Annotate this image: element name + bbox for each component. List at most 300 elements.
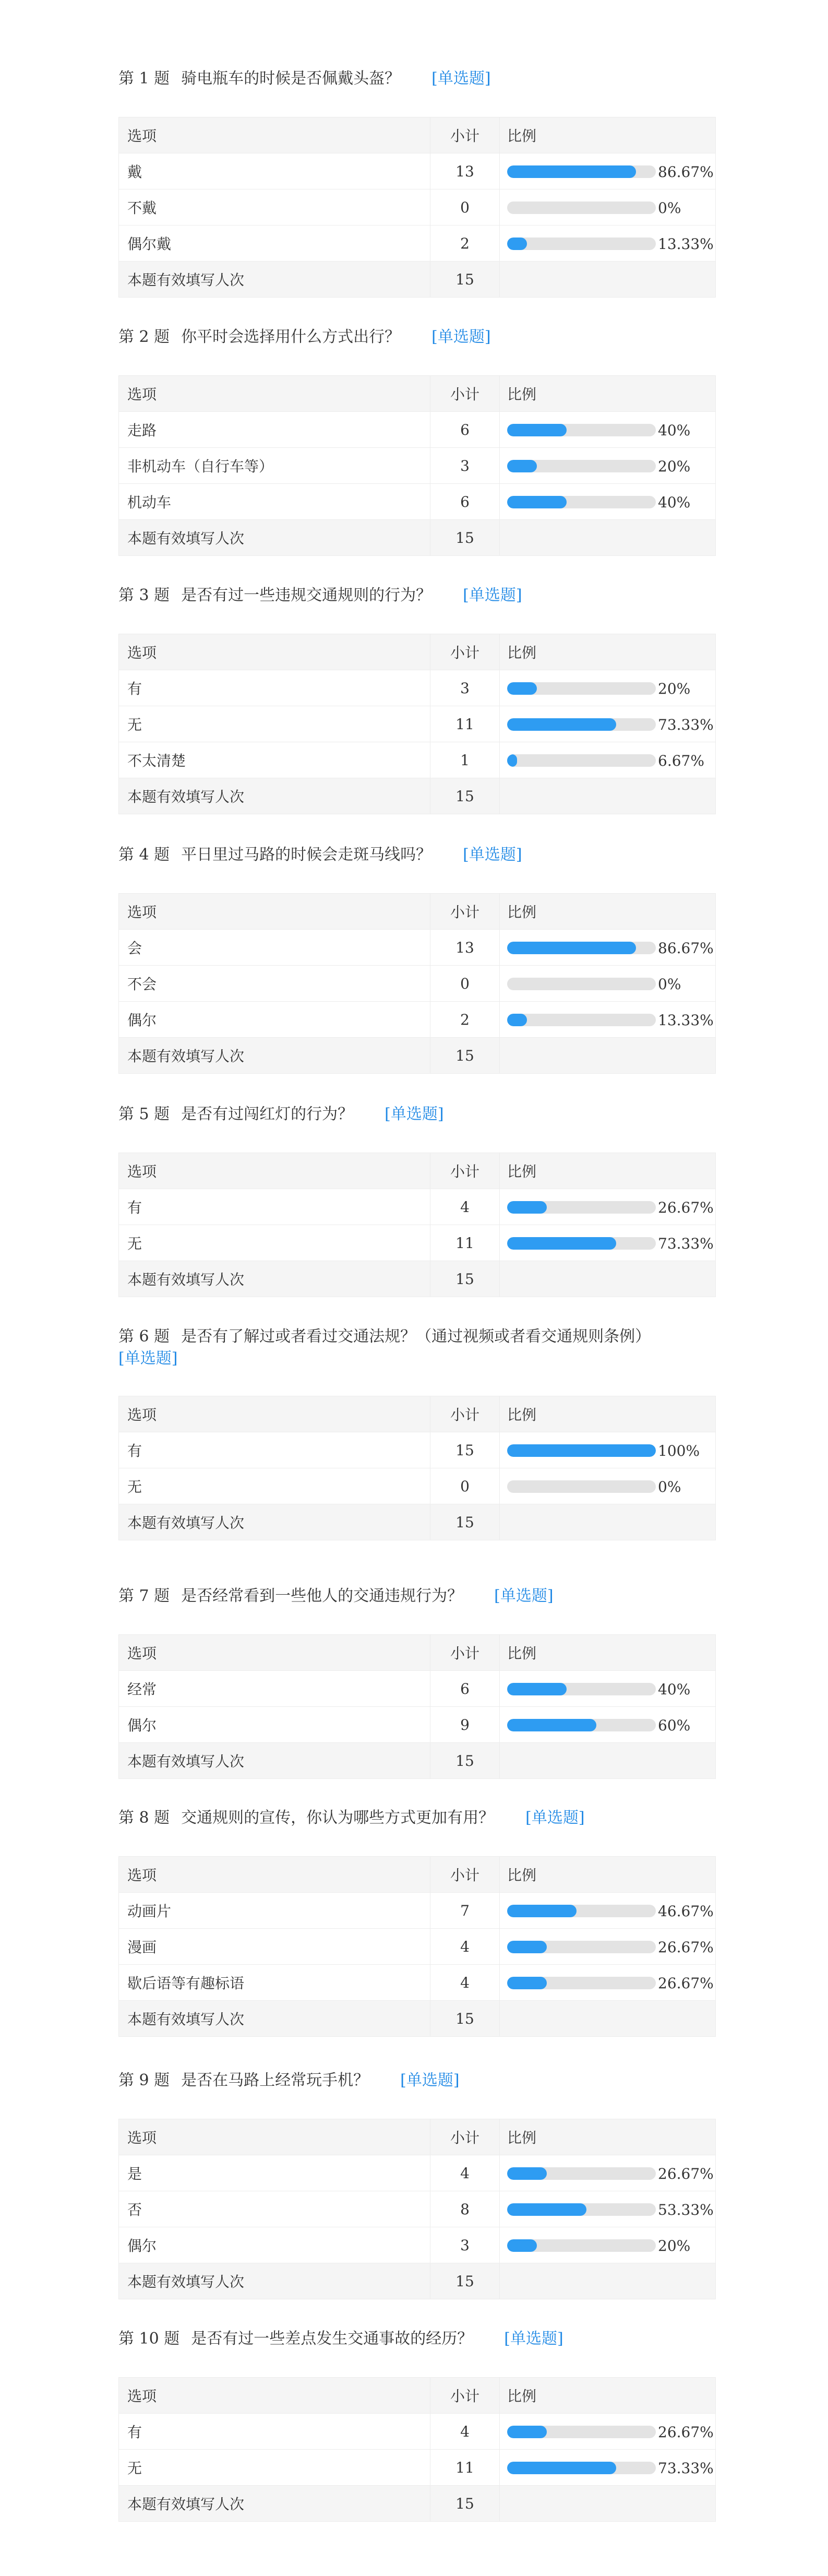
question-type-link[interactable]: [单选题]: [400, 2071, 460, 2090]
option-ratio-cell: [500, 1929, 716, 1965]
progress-bar-track: [507, 978, 656, 990]
total-label: 本题有效填写人次: [119, 2263, 430, 2299]
table-row: [119, 1225, 716, 1261]
table-total-row: [119, 520, 716, 556]
option-ratio-cell: [500, 484, 716, 520]
option-count: 7: [430, 1893, 500, 1929]
header-option: 选项: [119, 2119, 430, 2155]
progress-bar-track: [507, 754, 656, 767]
option-count: 11: [430, 706, 500, 742]
progress-bar-fill: [507, 238, 527, 250]
results-table: [118, 117, 716, 298]
header-option: 选项: [119, 376, 430, 412]
results-table: [118, 1396, 716, 1540]
question-block: [118, 844, 716, 1065]
total-label: 本题有效填写人次: [119, 1261, 430, 1297]
option-ratio-cell: [500, 2191, 716, 2227]
option-count: 9: [430, 1707, 500, 1743]
header-ratio: 比例: [500, 2378, 716, 2414]
progress-bar-fill: [507, 1444, 656, 1457]
progress-bar-track: [507, 1977, 656, 1989]
option-label: 偶尔: [119, 1002, 430, 1038]
option-percent: 13.33%: [658, 235, 714, 253]
header-option: 选项: [119, 1635, 430, 1671]
option-count: 1: [430, 742, 500, 778]
question-type-link[interactable]: [单选题]: [463, 846, 522, 864]
total-count: 15: [430, 262, 500, 298]
option-percent: 26.67%: [658, 2423, 714, 2441]
total-count: 15: [430, 2486, 500, 2522]
option-count: 2: [430, 1002, 500, 1038]
header-ratio: 比例: [500, 1635, 716, 1671]
question-number: 第 10 题: [118, 2330, 180, 2348]
header-count: 小计: [430, 2119, 500, 2155]
question-type-link[interactable]: [单选题]: [494, 1587, 554, 1605]
question-block: [118, 2070, 716, 2290]
option-percent: 40%: [658, 493, 691, 511]
question-type-link[interactable]: [单选题]: [431, 328, 491, 346]
question-number: 第 5 题: [118, 1105, 170, 1123]
question-block: [118, 1585, 716, 1770]
option-count: 4: [430, 1189, 500, 1225]
option-label: 偶尔: [119, 2227, 430, 2263]
progress-bar-fill: [507, 942, 636, 954]
option-count: 4: [430, 2155, 500, 2191]
question-title: [118, 1807, 716, 1829]
table-header-row: [119, 117, 716, 153]
total-empty-cell: [500, 778, 716, 814]
option-percent: 73.33%: [658, 716, 714, 733]
progress-bar-fill: [507, 1719, 596, 1731]
table-row: [119, 1189, 716, 1225]
option-percent: 20%: [658, 457, 691, 475]
option-ratio-cell: [500, 412, 716, 448]
option-percent: 40%: [658, 1680, 691, 1698]
progress-bar-fill: [507, 460, 537, 472]
table-row: [119, 2191, 716, 2227]
option-percent: 0%: [658, 199, 681, 217]
option-ratio-cell: [500, 706, 716, 742]
question-text: 骑电瓶车的时候是否佩戴头盔？: [181, 69, 401, 88]
progress-bar-track: [507, 1444, 656, 1457]
option-percent: 26.67%: [658, 1938, 714, 1956]
option-count: 4: [430, 1965, 500, 2001]
header-ratio: 比例: [500, 1396, 716, 1432]
table-header-row: [119, 1153, 716, 1189]
option-ratio-cell: [500, 1965, 716, 2001]
total-label: 本题有效填写人次: [119, 1743, 430, 1779]
table-row: [119, 2227, 716, 2263]
total-empty-cell: [500, 520, 716, 556]
table-row: [119, 189, 716, 225]
table-total-row: [119, 2263, 716, 2299]
table-total-row: [119, 2486, 716, 2522]
question-type-link[interactable]: [单选题]: [504, 2330, 563, 2348]
progress-bar-track: [507, 682, 656, 695]
question-number: 第 2 题: [118, 328, 170, 346]
option-percent: 20%: [658, 2237, 691, 2254]
progress-bar-fill: [507, 2462, 616, 2474]
option-ratio-cell: [500, 153, 716, 189]
option-percent: 86.67%: [658, 163, 714, 181]
option-label: 是: [119, 2155, 430, 2191]
option-label: 偶尔: [119, 1707, 430, 1743]
option-percent: 20%: [658, 680, 691, 697]
header-ratio: 比例: [500, 117, 716, 153]
table-header-row: [119, 1857, 716, 1893]
question-title: [118, 844, 716, 866]
question-text: 你平时会选择用什么方式出行？: [181, 328, 401, 346]
total-label: 本题有效填写人次: [119, 778, 430, 814]
table-row: [119, 153, 716, 189]
progress-bar-track: [507, 460, 656, 472]
results-table: [118, 2377, 716, 2522]
header-count: 小计: [430, 117, 500, 153]
option-count: 8: [430, 2191, 500, 2227]
option-ratio-cell: [500, 2227, 716, 2263]
question-block: [118, 2328, 716, 2513]
option-ratio-cell: [500, 1893, 716, 1929]
progress-bar-track: [507, 1201, 656, 1214]
question-block: [118, 1103, 716, 1288]
total-empty-cell: [500, 1504, 716, 1540]
option-count: 13: [430, 930, 500, 966]
question-text: 平日里过马路的时候会走斑马线吗？: [181, 846, 432, 864]
option-ratio-cell: [500, 742, 716, 778]
progress-bar-fill: [507, 496, 567, 508]
results-table: [118, 1634, 716, 1779]
question-block: [118, 585, 716, 805]
progress-bar-track: [507, 1941, 656, 1953]
option-count: 3: [430, 670, 500, 706]
total-count: 15: [430, 2001, 500, 2037]
option-count: 0: [430, 1468, 500, 1504]
option-ratio-cell: [500, 1468, 716, 1504]
total-empty-cell: [500, 1261, 716, 1297]
progress-bar-fill: [507, 2426, 547, 2438]
table-total-row: [119, 1038, 716, 1074]
question-block: [118, 1807, 716, 2028]
table-row: [119, 1432, 716, 1468]
question-type-link[interactable]: [单选题]: [118, 1349, 178, 1368]
header-count: 小计: [430, 1396, 500, 1432]
question-number: 第 7 题: [118, 1587, 170, 1605]
question-text: 是否有了解过或者看过交通法规？（通过视频或者看交通规则条例）: [181, 1327, 651, 1346]
total-label: 本题有效填写人次: [119, 520, 430, 556]
progress-bar-fill: [507, 1237, 616, 1250]
header-option: 选项: [119, 634, 430, 670]
progress-bar-track: [507, 201, 656, 214]
option-ratio-cell: [500, 1707, 716, 1743]
option-ratio-cell: [500, 2450, 716, 2486]
option-ratio-cell: [500, 2414, 716, 2450]
question-number: 第 9 题: [118, 2071, 170, 2090]
option-ratio-cell: [500, 1002, 716, 1038]
question-type-link[interactable]: [单选题]: [431, 69, 491, 88]
option-label: 有: [119, 1432, 430, 1468]
option-label: 无: [119, 1225, 430, 1261]
option-label: 无: [119, 1468, 430, 1504]
total-count: 15: [430, 1038, 500, 1074]
option-percent: 40%: [658, 421, 691, 439]
question-number: 第 4 题: [118, 846, 170, 864]
header-count: 小计: [430, 1857, 500, 1893]
progress-bar-track: [507, 238, 656, 250]
question-title: [118, 2328, 716, 2350]
question-text: 交通规则的宣传，你认为哪些方式更加有用？: [181, 1809, 495, 1827]
header-ratio: 比例: [500, 1857, 716, 1893]
option-ratio-cell: [500, 448, 716, 484]
header-option: 选项: [119, 1857, 430, 1893]
table-row: [119, 930, 716, 966]
option-count: 15: [430, 1432, 500, 1468]
option-ratio-cell: [500, 2155, 716, 2191]
table-row: [119, 1929, 716, 1965]
results-table: [118, 893, 716, 1074]
header-option: 选项: [119, 117, 430, 153]
option-ratio-cell: [500, 1432, 716, 1468]
total-label: 本题有效填写人次: [119, 1504, 430, 1540]
option-count: 11: [430, 1225, 500, 1261]
total-count: 15: [430, 520, 500, 556]
header-ratio: 比例: [500, 634, 716, 670]
total-empty-cell: [500, 2263, 716, 2299]
total-empty-cell: [500, 1038, 716, 1074]
question-number: 第 8 题: [118, 1809, 170, 1827]
table-header-row: [119, 1635, 716, 1671]
header-option: 选项: [119, 2378, 430, 2414]
option-label: 无: [119, 706, 430, 742]
option-count: 4: [430, 2414, 500, 2450]
table-total-row: [119, 262, 716, 298]
option-percent: 0%: [658, 1478, 681, 1495]
option-ratio-cell: [500, 189, 716, 225]
header-ratio: 比例: [500, 2119, 716, 2155]
progress-bar-fill: [507, 2203, 586, 2216]
option-ratio-cell: [500, 1225, 716, 1261]
header-ratio: 比例: [500, 376, 716, 412]
question-title: [118, 68, 716, 90]
table-header-row: [119, 2378, 716, 2414]
total-empty-cell: [500, 1743, 716, 1779]
option-percent: 100%: [658, 1442, 700, 1459]
header-count: 小计: [430, 634, 500, 670]
option-count: 6: [430, 412, 500, 448]
option-count: 13: [430, 153, 500, 189]
header-option: 选项: [119, 1153, 430, 1189]
table-row: [119, 1671, 716, 1707]
option-ratio-cell: [500, 670, 716, 706]
total-count: 15: [430, 2263, 500, 2299]
table-total-row: [119, 1261, 716, 1297]
option-percent: 46.67%: [658, 1902, 714, 1920]
question-title: [118, 585, 716, 607]
progress-bar-fill: [507, 165, 636, 178]
question-text: 是否有过闯红灯的行为？: [181, 1105, 354, 1123]
total-count: 15: [430, 1743, 500, 1779]
total-count: 15: [430, 1261, 500, 1297]
total-count: 15: [430, 778, 500, 814]
question-text: 是否有过一些差点发生交通事故的经历？: [191, 2330, 473, 2348]
option-ratio-cell: [500, 1189, 716, 1225]
table-row: [119, 2414, 716, 2450]
header-count: 小计: [430, 376, 500, 412]
progress-bar-fill: [507, 424, 567, 436]
option-count: 4: [430, 1929, 500, 1965]
progress-bar-fill: [507, 2239, 537, 2252]
option-label: 漫画: [119, 1929, 430, 1965]
progress-bar-track: [507, 2462, 656, 2474]
option-label: 经常: [119, 1671, 430, 1707]
table-row: [119, 1965, 716, 2001]
option-label: 走路: [119, 412, 430, 448]
progress-bar-track: [507, 1905, 656, 1917]
option-label: 无: [119, 2450, 430, 2486]
option-count: 0: [430, 189, 500, 225]
option-percent: 26.67%: [658, 2165, 714, 2182]
total-label: 本题有效填写人次: [119, 1038, 430, 1074]
option-label: 不会: [119, 966, 430, 1002]
progress-bar-track: [507, 942, 656, 954]
progress-bar-fill: [507, 2167, 547, 2180]
table-header-row: [119, 634, 716, 670]
question-number: 第 6 题: [118, 1327, 170, 1346]
option-label: 不戴: [119, 189, 430, 225]
option-percent: 60%: [658, 1716, 691, 1734]
option-label: 戴: [119, 153, 430, 189]
option-ratio-cell: [500, 1671, 716, 1707]
table-row: [119, 670, 716, 706]
option-label: 偶尔戴: [119, 225, 430, 262]
progress-bar-track: [507, 2203, 656, 2216]
table-row: [119, 1893, 716, 1929]
table-row: [119, 1002, 716, 1038]
option-count: 6: [430, 1671, 500, 1707]
progress-bar-track: [507, 1683, 656, 1695]
total-label: 本题有效填写人次: [119, 2486, 430, 2522]
table-total-row: [119, 2001, 716, 2037]
question-title: [118, 1103, 716, 1125]
question-type-link[interactable]: [单选题]: [463, 586, 522, 604]
table-row: [119, 2450, 716, 2486]
table-header-row: [119, 376, 716, 412]
header-count: 小计: [430, 2378, 500, 2414]
option-label: 不太清楚: [119, 742, 430, 778]
option-percent: 0%: [658, 975, 681, 993]
table-row: [119, 1468, 716, 1504]
results-table: [118, 375, 716, 556]
table-row: [119, 2155, 716, 2191]
progress-bar-fill: [507, 1683, 567, 1695]
table-row: [119, 706, 716, 742]
question-text: 是否在马路上经常玩手机？: [181, 2071, 369, 2090]
progress-bar-fill: [507, 1977, 547, 1989]
question-title: [118, 1585, 716, 1607]
progress-bar-fill: [507, 1014, 527, 1026]
question-title: [118, 326, 716, 348]
progress-bar-track: [507, 1237, 656, 1250]
progress-bar-fill: [507, 1941, 547, 1953]
question-number: 第 1 题: [118, 69, 170, 88]
option-percent: 13.33%: [658, 1011, 714, 1029]
progress-bar-track: [507, 718, 656, 731]
total-empty-cell: [500, 262, 716, 298]
option-label: 非机动车（自行车等）: [119, 448, 430, 484]
option-label: 有: [119, 2414, 430, 2450]
table-row: [119, 225, 716, 262]
option-label: 有: [119, 670, 430, 706]
header-count: 小计: [430, 1635, 500, 1671]
total-empty-cell: [500, 2486, 716, 2522]
question-text: 是否有过一些违规交通规则的行为？: [181, 586, 432, 604]
table-row: [119, 412, 716, 448]
table-total-row: [119, 1504, 716, 1540]
progress-bar-track: [507, 2239, 656, 2252]
header-option: 选项: [119, 1396, 430, 1432]
option-label: 有: [119, 1189, 430, 1225]
header-ratio: 比例: [500, 1153, 716, 1189]
option-count: 6: [430, 484, 500, 520]
progress-bar-track: [507, 424, 656, 436]
option-label: 动画片: [119, 1893, 430, 1929]
header-count: 小计: [430, 894, 500, 930]
progress-bar-track: [507, 1480, 656, 1493]
option-count: 3: [430, 2227, 500, 2263]
option-label: 会: [119, 930, 430, 966]
progress-bar-track: [507, 2426, 656, 2438]
progress-bar-fill: [507, 718, 616, 731]
option-percent: 73.33%: [658, 2459, 714, 2477]
table-row: [119, 484, 716, 520]
option-label: 否: [119, 2191, 430, 2227]
option-count: 2: [430, 225, 500, 262]
results-table: [118, 2119, 716, 2299]
question-type-link[interactable]: [单选题]: [525, 1809, 585, 1827]
total-count: 15: [430, 1504, 500, 1540]
question-block: [118, 326, 716, 547]
option-ratio-cell: [500, 225, 716, 262]
option-label: 机动车: [119, 484, 430, 520]
option-count: 11: [430, 2450, 500, 2486]
header-ratio: 比例: [500, 894, 716, 930]
progress-bar-track: [507, 1014, 656, 1026]
table-total-row: [119, 778, 716, 814]
results-table: [118, 1153, 716, 1297]
question-title: [118, 1326, 716, 1370]
progress-bar-fill: [507, 682, 537, 695]
progress-bar-track: [507, 1719, 656, 1731]
table-header-row: [119, 894, 716, 930]
results-table: [118, 1856, 716, 2037]
progress-bar-track: [507, 165, 656, 178]
option-percent: 73.33%: [658, 1234, 714, 1252]
table-total-row: [119, 1743, 716, 1779]
option-ratio-cell: [500, 930, 716, 966]
header-count: 小计: [430, 1153, 500, 1189]
option-count: 0: [430, 966, 500, 1002]
table-row: [119, 742, 716, 778]
option-count: 3: [430, 448, 500, 484]
total-empty-cell: [500, 2001, 716, 2037]
progress-bar-track: [507, 496, 656, 508]
question-type-link[interactable]: [单选题]: [385, 1105, 444, 1123]
question-number: 第 3 题: [118, 586, 170, 604]
results-table: [118, 634, 716, 814]
progress-bar-fill: [507, 1201, 547, 1214]
option-percent: 26.67%: [658, 1974, 714, 1992]
option-percent: 53.33%: [658, 2201, 714, 2218]
table-header-row: [119, 2119, 716, 2155]
